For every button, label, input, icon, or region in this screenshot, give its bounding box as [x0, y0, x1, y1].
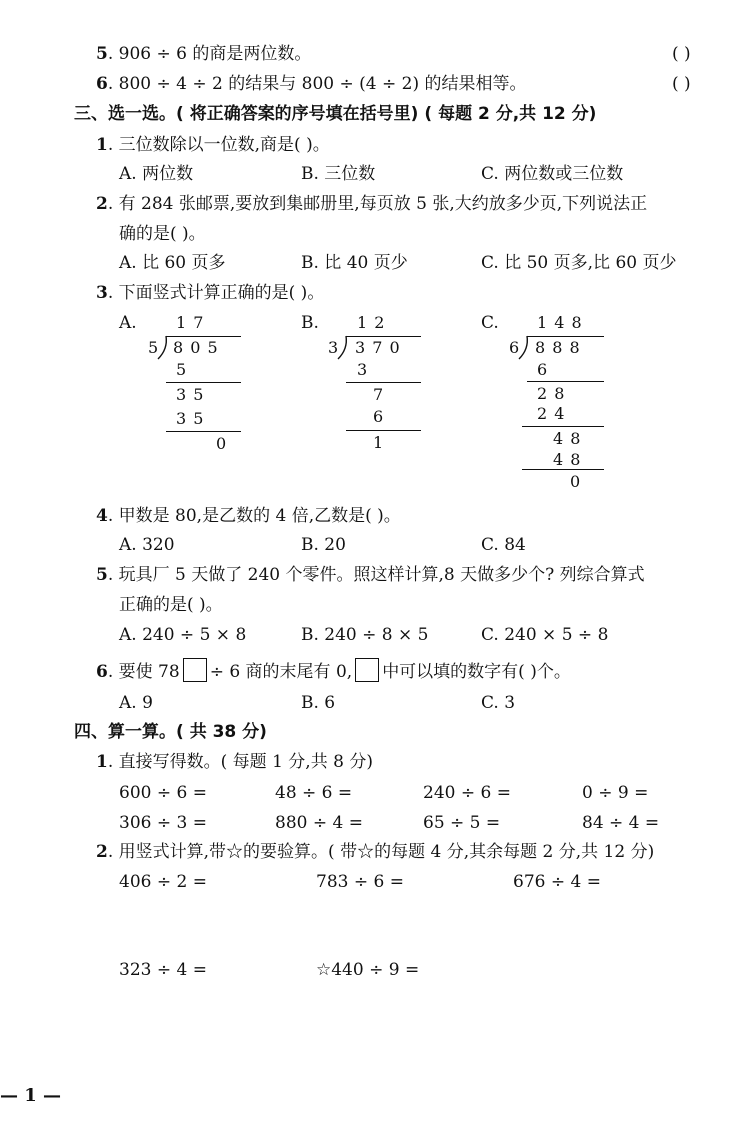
- dividend: 8 8 8: [535, 338, 581, 357]
- oral-calc: 65 ÷ 5 =: [423, 813, 501, 833]
- option-b-label: B.: [301, 313, 319, 333]
- option-a: A. 两位数: [119, 164, 194, 184]
- step: 6: [537, 360, 549, 379]
- question-3-5-cont: 正确的是( )。: [119, 595, 223, 615]
- option-a: A. 9: [119, 693, 153, 713]
- rule-line: [166, 431, 241, 432]
- option-a: A. 比 60 页多: [119, 253, 226, 273]
- division-bracket: [337, 335, 349, 361]
- rule-line: [166, 382, 241, 383]
- dividend: 3 7 0: [355, 338, 401, 357]
- blank-box[interactable]: [183, 658, 207, 682]
- question-3-6: 6. 要使 78 ÷ 6 商的末尾有 0, 中可以填的数字有( )个。: [96, 658, 571, 682]
- oral-calc: 0 ÷ 9 =: [582, 783, 649, 803]
- vertical-calc: 406 ÷ 2 =: [119, 872, 207, 892]
- option-a: A. 320: [119, 535, 175, 555]
- option-c-label: C.: [481, 313, 499, 333]
- division-bracket: [157, 335, 169, 361]
- step: 6: [373, 407, 385, 426]
- question-4-1: 1. 直接写得数。( 每题 1 分,共 8 分): [96, 752, 373, 772]
- answer-paren[interactable]: ( ): [672, 74, 691, 94]
- vertical-calc: ☆440 ÷ 9 =: [316, 960, 420, 980]
- oral-calc: 84 ÷ 4 =: [582, 813, 660, 833]
- divisor: 3: [328, 338, 340, 357]
- option-a-label: A.: [119, 313, 137, 333]
- judge-item-6: 6. 800 ÷ 4 ÷ 2 的结果与 800 ÷ (4 ÷ 2) 的结果相等。: [96, 74, 527, 94]
- step: 3 5: [176, 409, 205, 428]
- question-3-2: 2. 有 284 张邮票,要放到集邮册里,每页放 5 张,大约放多少页,下列说法正: [96, 194, 648, 214]
- step: 7: [373, 385, 385, 404]
- step: 4 8: [553, 429, 582, 448]
- division-bracket: [518, 335, 530, 361]
- answer-paren[interactable]: ( ): [672, 44, 691, 64]
- rule-line: [522, 426, 604, 427]
- page-number: — 1 —: [0, 1085, 62, 1106]
- question-3-3: 3. 下面竖式计算正确的是( )。: [96, 283, 325, 303]
- option-b: B. 240 ÷ 8 × 5: [301, 625, 429, 645]
- option-c: C. 240 × 5 ÷ 8: [481, 625, 609, 645]
- step: 4 8: [553, 450, 582, 469]
- step: 5: [176, 360, 188, 379]
- vertical-calc: 676 ÷ 4 =: [513, 872, 601, 892]
- judge-item-5: 5. 906 ÷ 6 的商是两位数。: [96, 44, 312, 64]
- quotient: 1 4 8: [537, 313, 583, 332]
- rule-line: [527, 381, 604, 382]
- vertical-calc: 323 ÷ 4 =: [119, 960, 207, 980]
- option-c: C. 84: [481, 535, 526, 555]
- oral-calc: 880 ÷ 4 =: [275, 813, 363, 833]
- divisor: 6: [509, 338, 521, 357]
- option-b: B. 6: [301, 693, 336, 713]
- question-3-5: 5. 玩具厂 5 天做了 240 个零件。照这样计算,8 天做多少个? 列综合算式: [96, 565, 645, 585]
- division-bar: [527, 336, 604, 337]
- oral-calc: 306 ÷ 3 =: [119, 813, 207, 833]
- step: 2 4: [537, 404, 566, 423]
- step: 3 5: [176, 385, 205, 404]
- option-b: B. 三位数: [301, 164, 376, 184]
- blank-box[interactable]: [355, 658, 379, 682]
- step: 2 8: [537, 384, 566, 403]
- division-bar: [346, 336, 421, 337]
- question-3-4: 4. 甲数是 80,是乙数的 4 倍,乙数是( )。: [96, 506, 401, 526]
- step: 3: [357, 360, 369, 379]
- oral-calc: 240 ÷ 6 =: [423, 783, 511, 803]
- option-b: B. 20: [301, 535, 346, 555]
- option-c: C. 两位数或三位数: [481, 164, 624, 184]
- rule-line: [346, 430, 421, 431]
- quotient: 1 7: [176, 313, 205, 332]
- oral-calc: 600 ÷ 6 =: [119, 783, 207, 803]
- rule-line: [522, 469, 604, 470]
- question-3-2-cont: 确的是( )。: [119, 224, 206, 244]
- option-b: B. 比 40 页少: [301, 253, 408, 273]
- dividend: 8 0 5: [173, 338, 219, 357]
- quotient: 1 2: [357, 313, 386, 332]
- rule-line: [346, 382, 421, 383]
- question-4-2: 2. 用竖式计算,带☆的要验算。( 带☆的每题 4 分,其余每题 2 分,共 12 分): [96, 842, 655, 862]
- option-a: A. 240 ÷ 5 × 8: [119, 625, 247, 645]
- division-bar: [166, 336, 241, 337]
- option-c: C. 3: [481, 693, 516, 713]
- vertical-calc: 783 ÷ 6 =: [316, 872, 404, 892]
- section-3-title: 三、选一选。( 将正确答案的序号填在括号里) ( 每题 2 分,共 12 分): [74, 104, 597, 124]
- option-c: C. 比 50 页多,比 60 页少: [481, 253, 677, 273]
- oral-calc: 48 ÷ 6 =: [275, 783, 353, 803]
- divisor: 5: [148, 338, 160, 357]
- section-4-title: 四、算一算。( 共 38 分): [74, 722, 267, 742]
- remainder: 0: [216, 434, 228, 453]
- remainder: 0: [570, 472, 582, 491]
- remainder: 1: [373, 433, 385, 452]
- question-3-1: 1. 三位数除以一位数,商是( )。: [96, 135, 330, 155]
